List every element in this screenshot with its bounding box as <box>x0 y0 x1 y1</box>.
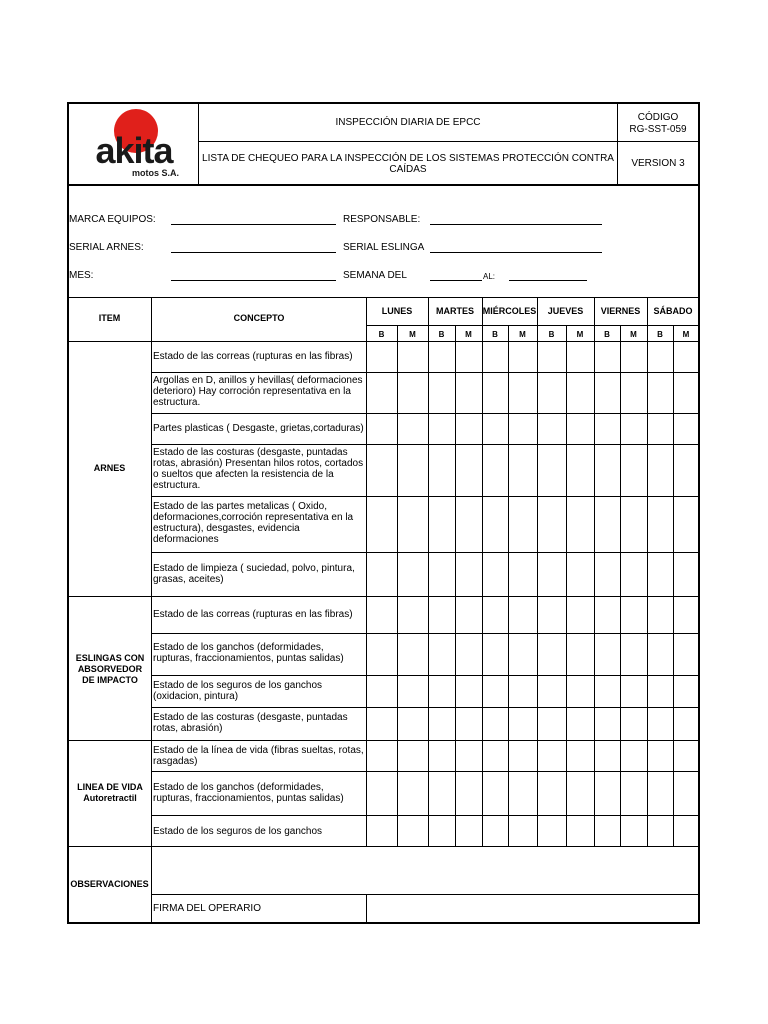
check-cell[interactable] <box>674 676 699 707</box>
check-cell[interactable] <box>567 634 594 675</box>
check-cell[interactable] <box>621 445 647 496</box>
check-cell[interactable] <box>398 445 428 496</box>
check-cell[interactable] <box>456 553 482 596</box>
check-cell[interactable] <box>429 741 455 771</box>
concept-text: Estado de las costuras (desgaste, puntadas rotas, abrasión) Presentan hilos rotos, cortados o sueltos que afecten la resistencia de la estructura. <box>153 447 364 491</box>
check-cell[interactable] <box>367 373 397 413</box>
check-cell[interactable] <box>456 816 482 846</box>
concept-text: Estado de los ganchos (deformidades, rupturas, fraccionamientos, puntas salidas) <box>153 642 344 664</box>
check-cell[interactable] <box>429 445 455 496</box>
check-cell[interactable] <box>567 497 594 552</box>
check-cell[interactable] <box>621 634 647 675</box>
check-cell[interactable] <box>538 676 566 707</box>
concept-text: Estado de los ganchos (deformidades, rupturas, fraccionamientos, puntas salidas) <box>153 782 344 804</box>
check-cell[interactable] <box>509 414 537 444</box>
check-cell[interactable] <box>567 414 594 444</box>
group-label-eslingas: ESLINGAS CON ABSORVEDOR DE IMPACTO <box>75 653 145 685</box>
observaciones-field[interactable] <box>153 848 697 892</box>
check-cell[interactable] <box>538 597 566 633</box>
check-cell[interactable] <box>674 445 699 496</box>
check-cell[interactable] <box>367 497 397 552</box>
check-cell[interactable] <box>483 553 508 596</box>
code-label: CÓDIGO <box>637 112 679 123</box>
check-cell[interactable] <box>567 708 594 740</box>
check-cell[interactable] <box>398 553 428 596</box>
check-cell[interactable] <box>483 414 508 444</box>
concept-text: Partes plasticas ( Desgaste, grietas,cortaduras) <box>153 423 364 434</box>
semana-to-field[interactable] <box>509 280 587 281</box>
sub-header-m: M <box>409 330 416 339</box>
check-cell[interactable] <box>595 676 620 707</box>
check-cell[interactable] <box>621 414 647 444</box>
sub-header-b: B <box>492 330 498 339</box>
check-cell[interactable] <box>429 634 455 675</box>
check-cell[interactable] <box>538 445 566 496</box>
check-cell[interactable] <box>483 342 508 372</box>
sub-header-b: B <box>657 330 663 339</box>
check-cell[interactable] <box>674 342 699 372</box>
observaciones-label: OBSERVACIONES <box>70 879 149 889</box>
check-cell[interactable] <box>483 373 508 413</box>
check-cell[interactable] <box>456 445 482 496</box>
check-cell[interactable] <box>483 634 508 675</box>
check-cell[interactable] <box>595 414 620 444</box>
version-label: VERSION 3 <box>631 158 685 169</box>
check-cell[interactable] <box>367 342 397 372</box>
check-cell[interactable] <box>621 708 647 740</box>
check-cell[interactable] <box>567 553 594 596</box>
form-title: INSPECCIÓN DIARIA DE EPCC <box>335 117 481 128</box>
mes-field[interactable] <box>171 280 336 281</box>
concept-text: Estado de las partes metalicas ( Oxido, deformaciones,corroción representativa en la estructura), desgastes, evidencia deformaciones <box>153 501 354 545</box>
check-cell[interactable] <box>538 373 566 413</box>
check-cell[interactable] <box>456 414 482 444</box>
check-cell[interactable] <box>674 373 699 413</box>
check-cell[interactable] <box>595 816 620 846</box>
check-cell[interactable] <box>398 676 428 707</box>
firma-divider <box>366 894 367 922</box>
border-left <box>67 102 69 924</box>
check-cell[interactable] <box>509 445 537 496</box>
check-cell[interactable] <box>567 445 594 496</box>
check-cell[interactable] <box>538 414 566 444</box>
check-cell[interactable] <box>509 373 537 413</box>
concept-text: Argollas en D, anillos y hevillas( deformaciones deterioro) Hay corroción representativa en la estructura. <box>153 375 363 408</box>
concept-text: Estado de los seguros de los ganchos <box>153 826 322 837</box>
check-cell[interactable] <box>483 816 508 846</box>
serial-eslinga-field[interactable] <box>430 252 602 253</box>
check-cell[interactable] <box>367 676 397 707</box>
semana-from-field[interactable] <box>430 280 482 281</box>
check-cell[interactable] <box>483 708 508 740</box>
check-cell[interactable] <box>509 597 537 633</box>
check-cell[interactable] <box>567 597 594 633</box>
check-cell[interactable] <box>595 772 620 815</box>
check-cell[interactable] <box>398 741 428 771</box>
check-cell[interactable] <box>429 342 455 372</box>
concept-text: Estado de las costuras (desgaste, puntadas rotas, abrasión) <box>153 712 348 734</box>
day-header: JUEVES <box>547 306 584 316</box>
border-top <box>67 102 700 104</box>
concepto-header: CONCEPTO <box>233 313 285 323</box>
table-top-line <box>67 297 700 298</box>
check-cell[interactable] <box>509 634 537 675</box>
check-cell[interactable] <box>509 497 537 552</box>
serial-eslinga-label: SERIAL ESLINGA <box>343 242 425 253</box>
check-cell[interactable] <box>538 634 566 675</box>
sub-header-m: M <box>630 330 637 339</box>
day-header: SÁBADO <box>653 306 693 316</box>
check-cell[interactable] <box>429 772 455 815</box>
check-cell[interactable] <box>621 741 647 771</box>
check-cell[interactable] <box>595 597 620 633</box>
check-cell[interactable] <box>567 373 594 413</box>
check-cell[interactable] <box>367 414 397 444</box>
check-cell[interactable] <box>595 445 620 496</box>
check-cell[interactable] <box>398 772 428 815</box>
check-cell[interactable] <box>509 816 537 846</box>
sub-header-m: M <box>465 330 472 339</box>
header-divider <box>198 141 699 142</box>
sub-header-m: M <box>682 330 690 339</box>
check-cell[interactable] <box>483 676 508 707</box>
check-cell[interactable] <box>398 708 428 740</box>
semana-label: SEMANA DEL <box>343 270 407 281</box>
concept-text: Estado de limpieza ( suciedad, polvo, pintura, grasas, aceites) <box>153 563 355 585</box>
border-bottom <box>67 922 700 924</box>
al-label: AL: <box>483 272 496 281</box>
form-subtitle-1: LISTA DE CHEQUEO PARA LA INSPECCIÓN DE LOS SISTEMAS PROTECCIÓN CONTRA <box>202 153 614 164</box>
responsable-label: RESPONSABLE: <box>343 214 421 225</box>
check-cell[interactable] <box>456 497 482 552</box>
sub-header-b: B <box>438 330 445 339</box>
header-bottom-line <box>67 184 700 186</box>
check-cell[interactable] <box>595 342 620 372</box>
check-cell[interactable] <box>648 342 673 372</box>
check-cell[interactable] <box>367 816 397 846</box>
check-cell[interactable] <box>367 597 397 633</box>
check-cell[interactable] <box>595 741 620 771</box>
check-cell[interactable] <box>398 342 428 372</box>
check-cell[interactable] <box>456 741 482 771</box>
check-cell[interactable] <box>367 445 397 496</box>
check-cell[interactable] <box>648 414 673 444</box>
code-value: RG-SST-059 <box>629 124 687 135</box>
check-cell[interactable] <box>367 772 397 815</box>
check-cell[interactable] <box>674 772 699 815</box>
serial-arnes-label: SERIAL ARNES: <box>69 242 144 253</box>
check-cell[interactable] <box>429 414 455 444</box>
check-cell[interactable] <box>567 342 594 372</box>
check-cell[interactable] <box>674 414 699 444</box>
group-label-linea: LINEA DE VIDA Autoretractil <box>77 782 143 803</box>
group-separator <box>67 596 700 597</box>
check-cell[interactable] <box>483 445 508 496</box>
check-cell[interactable] <box>621 373 647 413</box>
day-header: MARTES <box>436 306 474 316</box>
marca-field[interactable] <box>171 224 336 225</box>
check-cell[interactable] <box>648 497 673 552</box>
check-cell[interactable] <box>538 741 566 771</box>
check-cell[interactable] <box>538 816 566 846</box>
check-cell[interactable] <box>538 497 566 552</box>
check-cell[interactable] <box>509 676 537 707</box>
check-cell[interactable] <box>456 634 482 675</box>
sub-header-b: B <box>604 330 610 339</box>
check-cell[interactable] <box>398 634 428 675</box>
check-cell[interactable] <box>398 373 428 413</box>
check-cell[interactable] <box>429 373 455 413</box>
check-cell[interactable] <box>509 741 537 771</box>
check-cell[interactable] <box>398 497 428 552</box>
check-cell[interactable] <box>567 741 594 771</box>
check-cell[interactable] <box>538 553 566 596</box>
check-cell[interactable] <box>674 634 699 675</box>
check-cell[interactable] <box>595 553 620 596</box>
check-cell[interactable] <box>674 816 699 846</box>
check-cell[interactable] <box>648 553 673 596</box>
sub-header-m: M <box>519 330 526 339</box>
check-cell[interactable] <box>483 741 508 771</box>
check-cell[interactable] <box>648 816 673 846</box>
check-cell[interactable] <box>567 772 594 815</box>
concept-text: Estado de las correas (rupturas en las fibras) <box>153 609 353 620</box>
day-header: VIERNES <box>600 306 641 316</box>
check-cell[interactable] <box>567 816 594 846</box>
group-label-arnes: ARNES <box>93 463 126 473</box>
check-cell[interactable] <box>429 497 455 552</box>
check-cell[interactable] <box>648 373 673 413</box>
check-cell[interactable] <box>483 497 508 552</box>
check-cell[interactable] <box>509 342 537 372</box>
check-cell[interactable] <box>648 597 673 633</box>
company-logo <box>70 106 196 182</box>
check-cell[interactable] <box>367 634 397 675</box>
check-cell[interactable] <box>674 708 699 740</box>
check-cell[interactable] <box>595 708 620 740</box>
check-cell[interactable] <box>456 342 482 372</box>
sub-header-b: B <box>378 330 385 339</box>
sub-header-m: M <box>576 330 584 339</box>
check-cell[interactable] <box>648 772 673 815</box>
concept-text: Estado de la línea de vida (fibras sueltas, rotas, rasgadas) <box>153 745 364 767</box>
group-separator <box>67 740 700 741</box>
check-cell[interactable] <box>398 597 428 633</box>
check-cell[interactable] <box>621 816 647 846</box>
mes-label: MES: <box>69 270 94 281</box>
check-cell[interactable] <box>429 553 455 596</box>
check-cell[interactable] <box>621 676 647 707</box>
check-cell[interactable] <box>538 772 566 815</box>
check-cell[interactable] <box>509 553 537 596</box>
check-cell[interactable] <box>567 676 594 707</box>
check-cell[interactable] <box>456 373 482 413</box>
firma-field[interactable] <box>368 896 697 921</box>
check-cell[interactable] <box>648 634 673 675</box>
check-cell[interactable] <box>648 676 673 707</box>
logo-subtext: motos S.A. <box>132 168 180 178</box>
sub-header-b: B <box>548 330 555 339</box>
firma-line <box>151 894 700 895</box>
check-cell[interactable] <box>429 676 455 707</box>
check-cell[interactable] <box>367 708 397 740</box>
form-subtitle-2: CAÍDAS <box>389 164 427 175</box>
concept-text: Estado de los seguros de los ganchos (oxidacion, pintura) <box>153 680 322 702</box>
check-cell[interactable] <box>595 634 620 675</box>
check-cell[interactable] <box>456 708 482 740</box>
check-cell[interactable] <box>429 816 455 846</box>
check-cell[interactable] <box>674 553 699 596</box>
check-cell[interactable] <box>621 497 647 552</box>
check-cell[interactable] <box>621 772 647 815</box>
check-cell[interactable] <box>398 414 428 444</box>
item-concepto-divider <box>151 297 152 922</box>
check-cell[interactable] <box>648 708 673 740</box>
check-cell[interactable] <box>509 772 537 815</box>
check-cell[interactable] <box>456 597 482 633</box>
check-cell[interactable] <box>538 342 566 372</box>
check-cell[interactable] <box>483 772 508 815</box>
check-cell[interactable] <box>621 597 647 633</box>
check-cell[interactable] <box>648 741 673 771</box>
day-header: LUNES <box>381 306 413 316</box>
check-cell[interactable] <box>674 741 699 771</box>
check-cell[interactable] <box>509 708 537 740</box>
responsable-field[interactable] <box>430 224 602 225</box>
check-cell[interactable] <box>648 445 673 496</box>
day-header: MIÉRCOLES <box>482 306 537 316</box>
item-header: ITEM <box>98 313 121 323</box>
check-cell[interactable] <box>595 497 620 552</box>
check-cell[interactable] <box>621 553 647 596</box>
concept-text: Estado de las correas (rupturas en las fibras) <box>153 351 353 362</box>
check-cell[interactable] <box>456 772 482 815</box>
check-cell[interactable] <box>456 676 482 707</box>
check-cell[interactable] <box>621 342 647 372</box>
logo-wordmark: akita <box>95 130 173 171</box>
group-separator <box>67 846 700 847</box>
check-cell[interactable] <box>429 708 455 740</box>
check-cell[interactable] <box>429 597 455 633</box>
marca-label: MARCA EQUIPOS: <box>69 214 156 225</box>
check-cell[interactable] <box>367 741 397 771</box>
day-sub-line <box>366 325 699 326</box>
check-cell[interactable] <box>398 816 428 846</box>
check-cell[interactable] <box>367 553 397 596</box>
serial-arnes-field[interactable] <box>171 252 336 253</box>
check-cell[interactable] <box>483 597 508 633</box>
check-cell[interactable] <box>674 497 699 552</box>
firma-label: FIRMA DEL OPERARIO <box>153 903 261 914</box>
check-cell[interactable] <box>538 708 566 740</box>
check-cell[interactable] <box>595 373 620 413</box>
check-cell[interactable] <box>674 597 699 633</box>
